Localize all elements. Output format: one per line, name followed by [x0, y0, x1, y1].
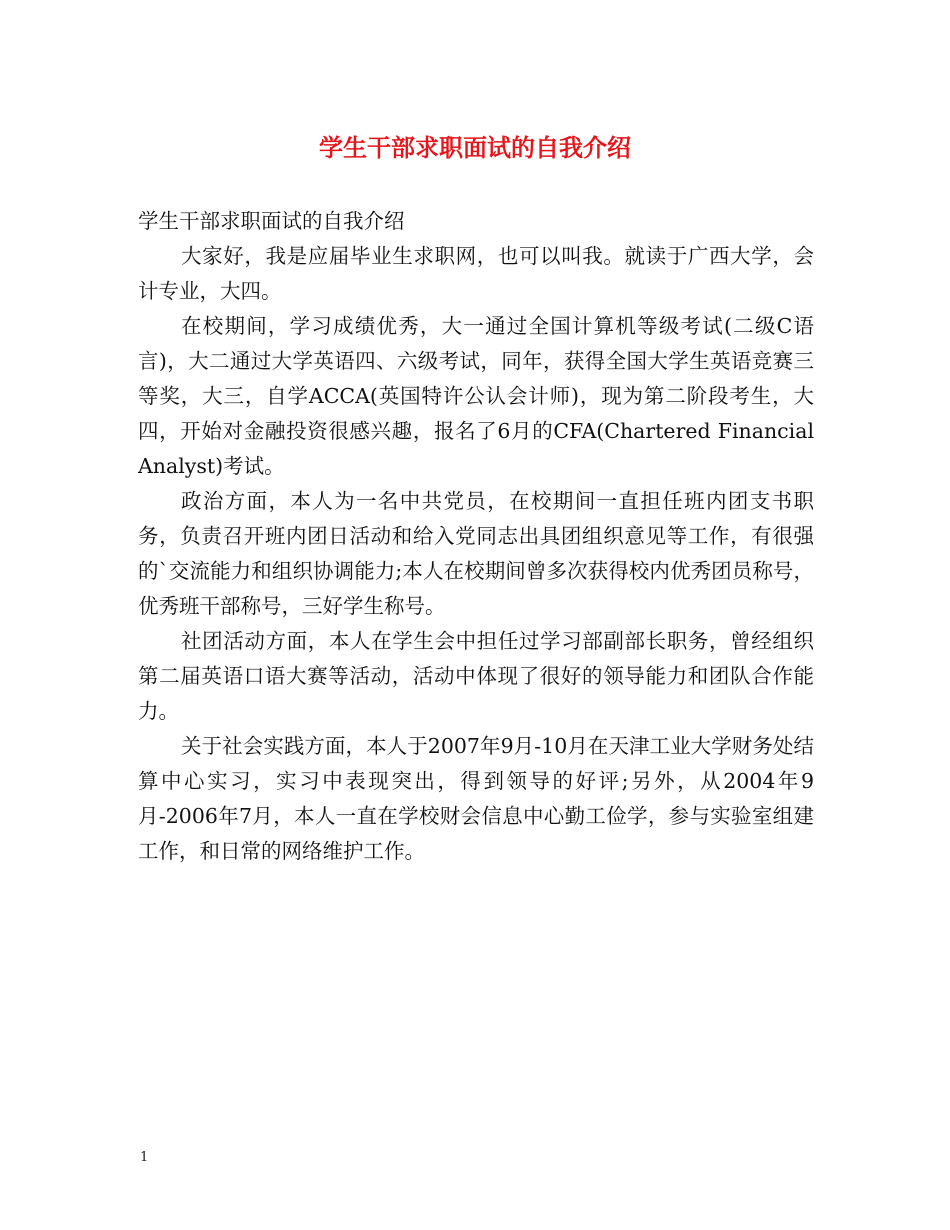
paragraph-academics: 在校期间，学习成绩优秀，大一通过全国计算机等级考试(二级C语言)，大二通过大学英语四、六级考试，同年，获得全国大学生英语竞赛三等奖，大三，自学ACCA(英国特许公认会计师)，现为第二阶段考生，大四，开始对金融投资很感兴趣，报名了6月的CFA(Chartered Financial Analyst)考试。: [138, 314, 814, 478]
paragraph-club-activities: 社团活动方面，本人在学生会中担任过学习部副部长职务，曾经组织第二届英语口语大赛等活动，活动中体现了很好的领导能力和团队合作能力。: [138, 629, 814, 723]
paragraph-social-practice: 关于社会实践方面，本人于2007年9月-10月在天津工业大学财务处结算中心实习，实习中表现突出，得到领导的好评;另外，从2004年9月-2006年7月，本人一直在学校财会信息中心勤工俭学，参与实验室组建工作，和日常的网络维护工作。: [138, 734, 814, 863]
paragraph-politics: 政治方面，本人为一名中共党员，在校期间一直担任班内团支书职务，负责召开班内团日活动和给入党同志出具团组织意见等工作，有很强的`交流能力和组织协调能力;本人在校期间曾多次获得校内优秀团员称号，优秀班干部称号，三好学生称号。: [138, 489, 814, 618]
page-number: 1: [140, 1150, 149, 1165]
document-subtitle: 学生干部求职面试的自我介绍: [138, 209, 405, 233]
paragraph-greeting: 大家好，我是应届毕业生求职网，也可以叫我。就读于广西大学，会计专业，大四。: [138, 244, 814, 303]
page-title: 学生干部求职面试的自我介绍: [319, 133, 631, 162]
document-body: [138, 204, 814, 869]
